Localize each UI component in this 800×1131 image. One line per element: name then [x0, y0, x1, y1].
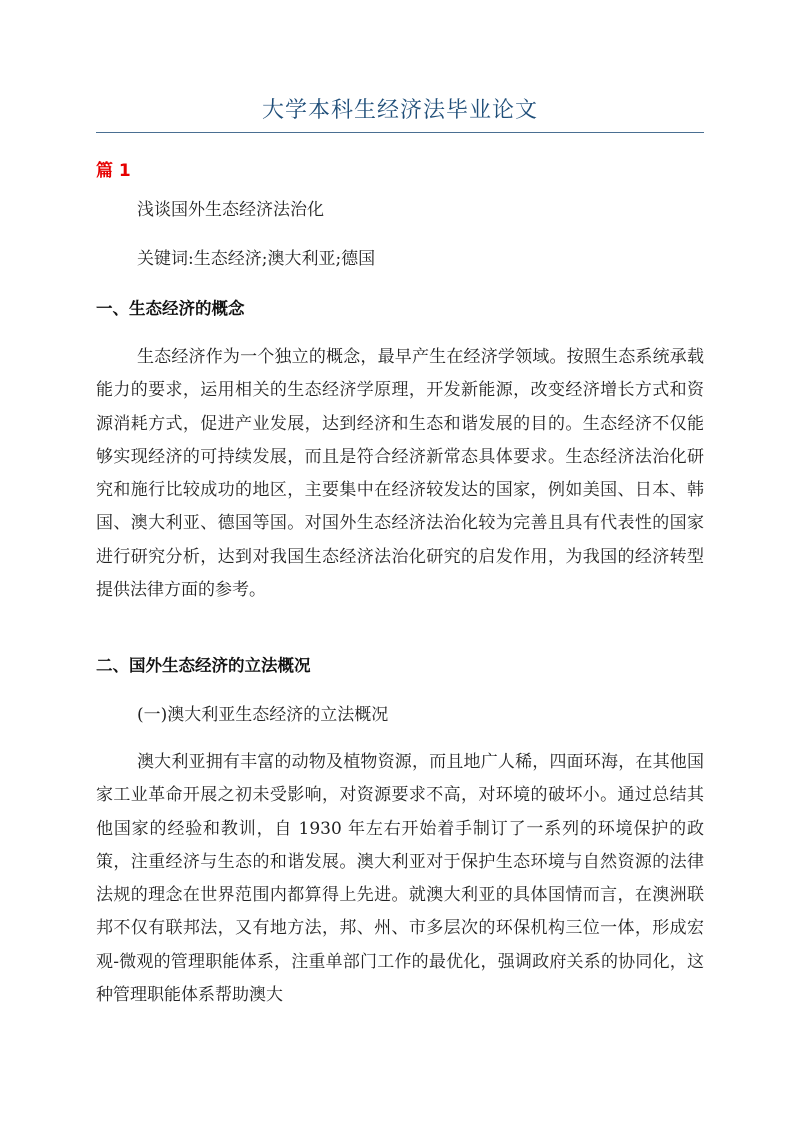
keywords-line: 关键词:生态经济;澳大利亚;德国	[137, 249, 376, 269]
section-heading-legislation: 二、国外生态经济的立法概况	[96, 656, 311, 675]
article-title: 浅谈国外生态经济法治化	[137, 200, 324, 220]
subheading-australia: (一)澳大利亚生态经济的立法概况	[137, 705, 389, 725]
title-underline	[96, 132, 704, 133]
section-heading-concept: 一、生态经济的概念	[96, 299, 245, 318]
paragraph-concept: 生态经济作为一个独立的概念，最早产生在经济学领域。按照生态系统承载能力的要求，运用相关的生态经济学原理，开发新能源，改变经济增长方式和资源消耗方式，促进产业发展，达到经济和生态和谐发展的目的。生态经济不仅能够实现经济的可持续发展，而且是符合经济新常态具体要求。生态经济法治化研究和施行比较成功的地区，主要集中在经济较发达的国家，例如美国、日本、韩国、澳大利亚、德国等国。对国外生态经济法治化较为完善且具有代表性的国家进行研究分析，达到对我国生态经济法治化研究的启发作用，为我国的经济转型提供法律方面的参考。	[96, 347, 704, 601]
piece-label: 篇 1	[96, 161, 131, 181]
document-title: 大学本科生经济法毕业论文	[261, 98, 538, 123]
paragraph-australia: 澳大利亚拥有丰富的动物及植物资源，而且地广人稀，四面环海，在其他国家工业革命开展之初未受影响，对资源要求不高，对环境的破坏小。通过总结其他国家的经验和教训，自 1930 年左右开始着手制订了一系列的环境保护的政策，注重经济与生态的和谐发展。澳大利亚对于保护生态环境与自然资源的法律法规的理念在世界范围内都算得上先进。就澳大利亚的具体国情而言，在澳洲联邦不仅有联邦法，又有地方法，邦、州、市多层次的环保机构三位一体，形成宏观-微观的管理职能体系，注重单部门工作的最优化，强调政府关系的协同化，这种管理职能体系帮助澳大	[96, 752, 704, 1006]
